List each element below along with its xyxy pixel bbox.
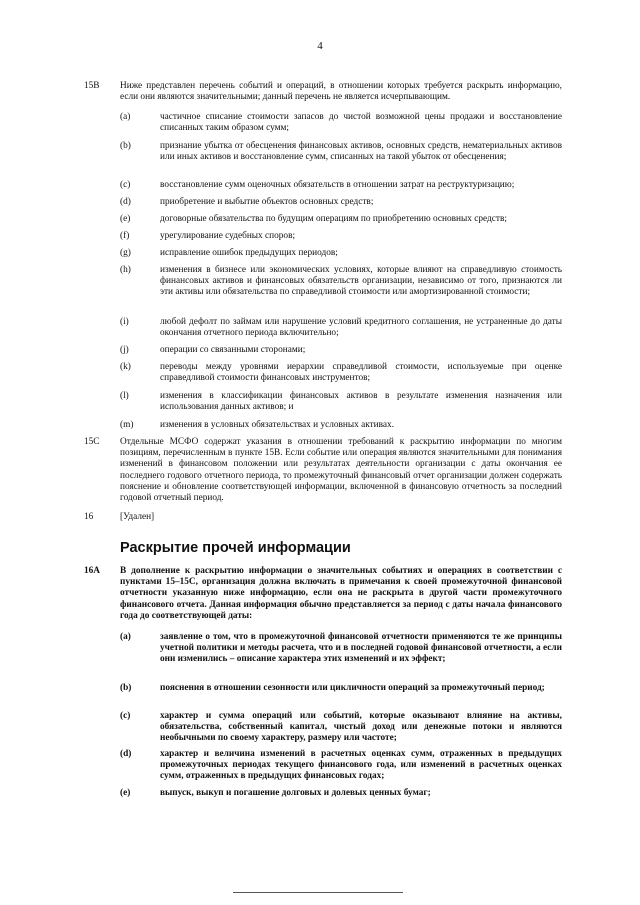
paragraph-15b xyxy=(84,81,562,103)
page-bottom-rule xyxy=(233,892,403,893)
item-text: восстановление сумм оценочных обязательств в отношении затрат на реструктуризацию; xyxy=(160,180,515,190)
paragraph-number: 15B xyxy=(84,81,100,91)
item-label: (a) xyxy=(120,112,131,122)
paragraph-16a xyxy=(84,566,562,622)
list-item xyxy=(120,683,562,694)
item-text: заявление о том, что в промежуточной финансовой отчетности применяются те же принципы учетной политики и методы расчета, что и в последней годовой финансовой отчетности, а если они изменились – описание характера этих изменений и их эффект; xyxy=(160,632,562,665)
list-item xyxy=(120,141,562,163)
item-label: (b) xyxy=(120,683,132,693)
item-label: (h) xyxy=(120,265,131,275)
item-text: изменения в условных обязательствах и условных активах. xyxy=(160,420,395,430)
paragraph-number: 16 xyxy=(84,512,94,522)
item-label: (d) xyxy=(120,749,132,759)
list-item xyxy=(120,265,562,299)
item-label: (i) xyxy=(120,317,129,327)
item-text: изменения в классификации финансовых активов в результате изменения назначения или использования данных активов; и xyxy=(160,391,562,413)
item-label: (a) xyxy=(120,632,131,642)
item-label: (j) xyxy=(120,345,129,355)
item-label: (c) xyxy=(120,180,131,190)
item-text: выпуск, выкуп и погашение долговых и долевых ценных бумаг; xyxy=(160,788,431,798)
list-item xyxy=(120,391,562,413)
item-text: характер и величина изменений в расчетных оценках сумм, отраженных в предыдущих промежуточных периодах текущего финансового года, или изменений в расчетных оценках сумм, отраженных в предыдущих финансовых годах; xyxy=(160,749,562,782)
item-text: характер и сумма операций или событий, которые оказывают влияние на активы, обязательства, собственный капитал, чистый доход или денежные потоки и являются необычными по своему характеру, размеру или частоте; xyxy=(160,711,562,744)
paragraph-text: Ниже представлен перечень событий и операций, в отношении которых требуется раскрыть информацию, если они являются значительными; данный перечень не является исчерпывающим. xyxy=(120,81,562,103)
item-label: (e) xyxy=(120,214,131,224)
list-item xyxy=(120,345,562,356)
list-item xyxy=(120,214,562,225)
item-label: (f) xyxy=(120,231,130,241)
item-text: операции со связанными сторонами; xyxy=(160,345,306,355)
list-item xyxy=(120,420,562,431)
item-text: договорные обязательства по будущим операциям по приобретению основных средств; xyxy=(160,214,507,224)
list-item xyxy=(120,197,562,208)
list-item xyxy=(120,788,562,799)
paragraph-number: 16A xyxy=(84,566,101,576)
item-text: переводы между уровнями иерархии справедливой стоимости, используемые при оценке справедливой стоимости финансовых инструментов; xyxy=(160,362,562,384)
item-text: исправление ошибок предыдущих периодов; xyxy=(160,248,338,258)
list-item xyxy=(120,749,562,783)
list-item xyxy=(120,632,562,666)
page-number: 4 xyxy=(317,40,323,52)
item-label: (g) xyxy=(120,248,131,258)
item-text: урегулирование судебных споров; xyxy=(160,231,296,241)
list-item xyxy=(120,180,562,191)
paragraph-text: [Удален] xyxy=(120,512,155,522)
item-text: частичное списание стоимости запасов до чистой возможной цены продажи и восстановление списанных таким образом сумм; xyxy=(160,112,562,134)
paragraph-number: 15C xyxy=(84,437,100,447)
list-item xyxy=(120,112,562,134)
item-label: (b) xyxy=(120,141,131,151)
list-item xyxy=(120,248,562,259)
item-label: (e) xyxy=(120,788,131,798)
item-label: (l) xyxy=(120,391,129,401)
list-item xyxy=(120,231,562,242)
paragraph-text: В дополнение к раскрытию информации о значительных событиях и операциях в соответствии с пунктами 15–15C, организация должна включать в примечания к своей промежуточной финансовой отчетности указанную ниже информацию, если она не раскрыта в другой части промежуточного финансового отчета. Данная информация обычно представляется за период с даты начала финансового года до соответствующей даты: xyxy=(120,566,562,621)
paragraph-15c xyxy=(84,437,562,504)
list-item xyxy=(120,711,562,745)
item-text: изменения в бизнесе или экономических условиях, которые влияют на справедливую стоимость финансовых активов и финансовых обязательств организации, независимо от того, признаются ли эти активы или обязательства по справедливой стоимости или амортизированной стоимости; xyxy=(160,265,562,298)
paragraph-text: Отдельные МСФО содержат указания в отношении требований к раскрытию информации по многим позициям, перечисленным в пункте 15B. Если событие или операция являются значительными для понимания изменений в финансовом положении или результатах деятельности организации с даты окончания ее последнего годового отчетного периода, то промежуточный финансовый отчет организации должен содержать пояснение и обновление соответствующей информации, включенной в финансовую отчетность за последний годовой отчетный период. xyxy=(120,437,562,504)
item-label: (d) xyxy=(120,197,131,207)
section-heading: Раскрытие прочей информации xyxy=(120,540,351,556)
item-text: любой дефолт по займам или нарушение условий кредитного соглашения, не устраненные до даты окончания отчетного периода включительно; xyxy=(160,317,562,339)
paragraph-16 xyxy=(84,512,562,523)
list-item xyxy=(120,362,562,384)
item-label: (k) xyxy=(120,362,131,372)
item-label: (c) xyxy=(120,711,131,721)
item-text: приобретение и выбытие объектов основных средств; xyxy=(160,197,374,207)
list-item xyxy=(120,317,562,339)
item-label: (m) xyxy=(120,420,134,430)
item-text: признание убытка от обесценения финансовых активов, основных средств, нематериальных активов или иных активов и восстановление сумм, списанных на такой убыток от обесценения; xyxy=(160,141,562,163)
item-text: пояснения в отношении сезонности или цикличности операций за промежуточный период; xyxy=(160,683,545,693)
